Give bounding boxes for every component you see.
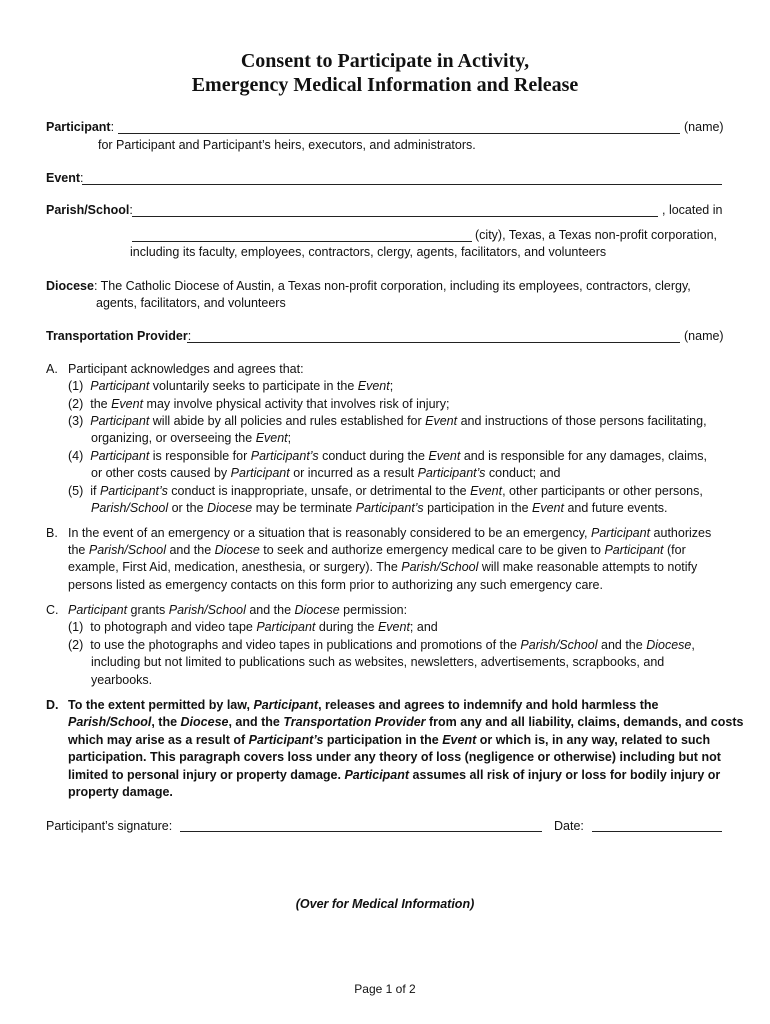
section-d-line-2: Parish/School, the Diocese, and the Transportation Provider from any and all liability, claims, demands, and costs <box>68 715 744 729</box>
section-b-line-2: the Parish/School and the Diocese to seek and authorize emergency medical care to be given to Participant (for <box>68 543 686 557</box>
city-text: (city), Texas, a Texas non-profit corporation, <box>475 228 718 242</box>
section-c-item-2-cont-2: yearbooks. <box>91 673 153 687</box>
section-a-item-4-cont: or other costs caused by Participant or incurred as a result Participant’s conduct; and <box>91 466 561 480</box>
section-b-line-1: In the event of an emergency or a situation that is reasonably considered to be an emergency, Participant authorizes <box>68 526 712 540</box>
participant-name-suffix: (name) <box>684 120 724 134</box>
parish-subtext: including its faculty, employees, contractors, clergy, agents, facilitators, and volunteers <box>130 245 607 259</box>
diocese-line-2: agents, facilitators, and volunteers <box>96 296 286 310</box>
event-field[interactable] <box>82 184 722 185</box>
section-c-item-2: (2) to use the photographs and video tapes in publications and promotions of the Parish/School and the Diocese, <box>68 638 695 652</box>
section-a-item-3-cont: organizing, or overseeing the Event; <box>91 431 292 445</box>
section-d-line-1: To the extent permitted by law, Participant, releases and agrees to indemnify and hold harmless the <box>68 698 659 712</box>
parish-school-field[interactable] <box>132 216 658 217</box>
section-d-line-3: which may arise as a result of Participant’s participation in the Event or which is, in any way, related to such <box>68 733 711 747</box>
over-note: (Over for Medical Information) <box>295 897 475 911</box>
participant-label: Participant: <box>46 120 115 134</box>
section-d-marker: D. <box>46 698 59 712</box>
participant-name-field[interactable] <box>118 133 680 134</box>
section-d-line-5: limited to personal injury or property damage. Participant assumes all risk of injury or loss for bodily injury or <box>68 768 721 782</box>
page-number: Page 1 of 2 <box>354 982 416 996</box>
section-a-marker: A. <box>46 362 58 376</box>
signature-label: Participant’s signature: <box>46 819 173 833</box>
section-d-line-4: participation. This paragraph covers loss under any theory of loss (negligence or otherwise) including but not <box>68 750 721 764</box>
participant-subtext: for Participant and Participant’s heirs, executors, and administrators. <box>98 138 476 152</box>
section-b-marker: B. <box>46 526 58 540</box>
section-a-item-1: (1) Participant voluntarily seeks to participate in the Event; <box>68 379 394 393</box>
section-a-item-2: (2) the Event may involve physical activity that involves risk of injury; <box>68 397 450 411</box>
section-c-marker: C. <box>46 603 59 617</box>
section-a-item-3: (3) Participant will abide by all policies and rules established for Event and instructions of those persons facilitating, <box>68 414 707 428</box>
title-line-1: Consent to Participate in Activity, <box>240 50 530 72</box>
city-field[interactable] <box>132 241 472 242</box>
section-a-item-5: (5) if Participant’s conduct is inappropriate, unsafe, or detrimental to the Event, other participants or other persons, <box>68 484 703 498</box>
date-label: Date: <box>554 819 584 833</box>
section-b-line-4: persons listed as emergency contacts on this form prior to authorizing any such emergency care. <box>68 578 603 592</box>
parish-school-label: Parish/School: <box>46 203 133 217</box>
section-c-item-2-cont: including but not limited to publications such as websites, newsletters, advertisements, scrapbooks, and <box>91 655 665 669</box>
located-in-text: , located in <box>662 203 723 217</box>
date-field[interactable] <box>592 831 722 832</box>
section-c-intro: Participant grants Parish/School and the Diocese permission: <box>68 603 408 617</box>
transport-provider-field[interactable] <box>187 342 680 343</box>
section-a-item-5-cont: Parish/School or the Diocese may be terminate Participant’s participation in the Event and future events. <box>91 501 668 515</box>
title-line-2: Emergency Medical Information and Release <box>191 74 579 96</box>
diocese-line-1: Diocese: The Catholic Diocese of Austin, a Texas non-profit corporation, including its employees, contractors, clergy, <box>46 279 691 293</box>
section-a-intro: Participant acknowledges and agrees that: <box>68 362 304 376</box>
signature-field[interactable] <box>180 831 542 832</box>
section-b-line-3: example, First Aid, medication, anesthesia, or surgery). The Parish/School will make reasonable attempts to notify <box>68 560 698 574</box>
section-d-line-6: property damage. <box>68 785 173 799</box>
event-label: Event: <box>46 171 84 185</box>
transport-name-suffix: (name) <box>684 329 724 343</box>
transport-label: Transportation Provider: <box>46 329 192 343</box>
section-c-item-1: (1) to photograph and video tape Participant during the Event; and <box>68 620 438 634</box>
section-a-item-4: (4) Participant is responsible for Participant’s conduct during the Event and is responsible for any damages, claims, <box>68 449 708 463</box>
